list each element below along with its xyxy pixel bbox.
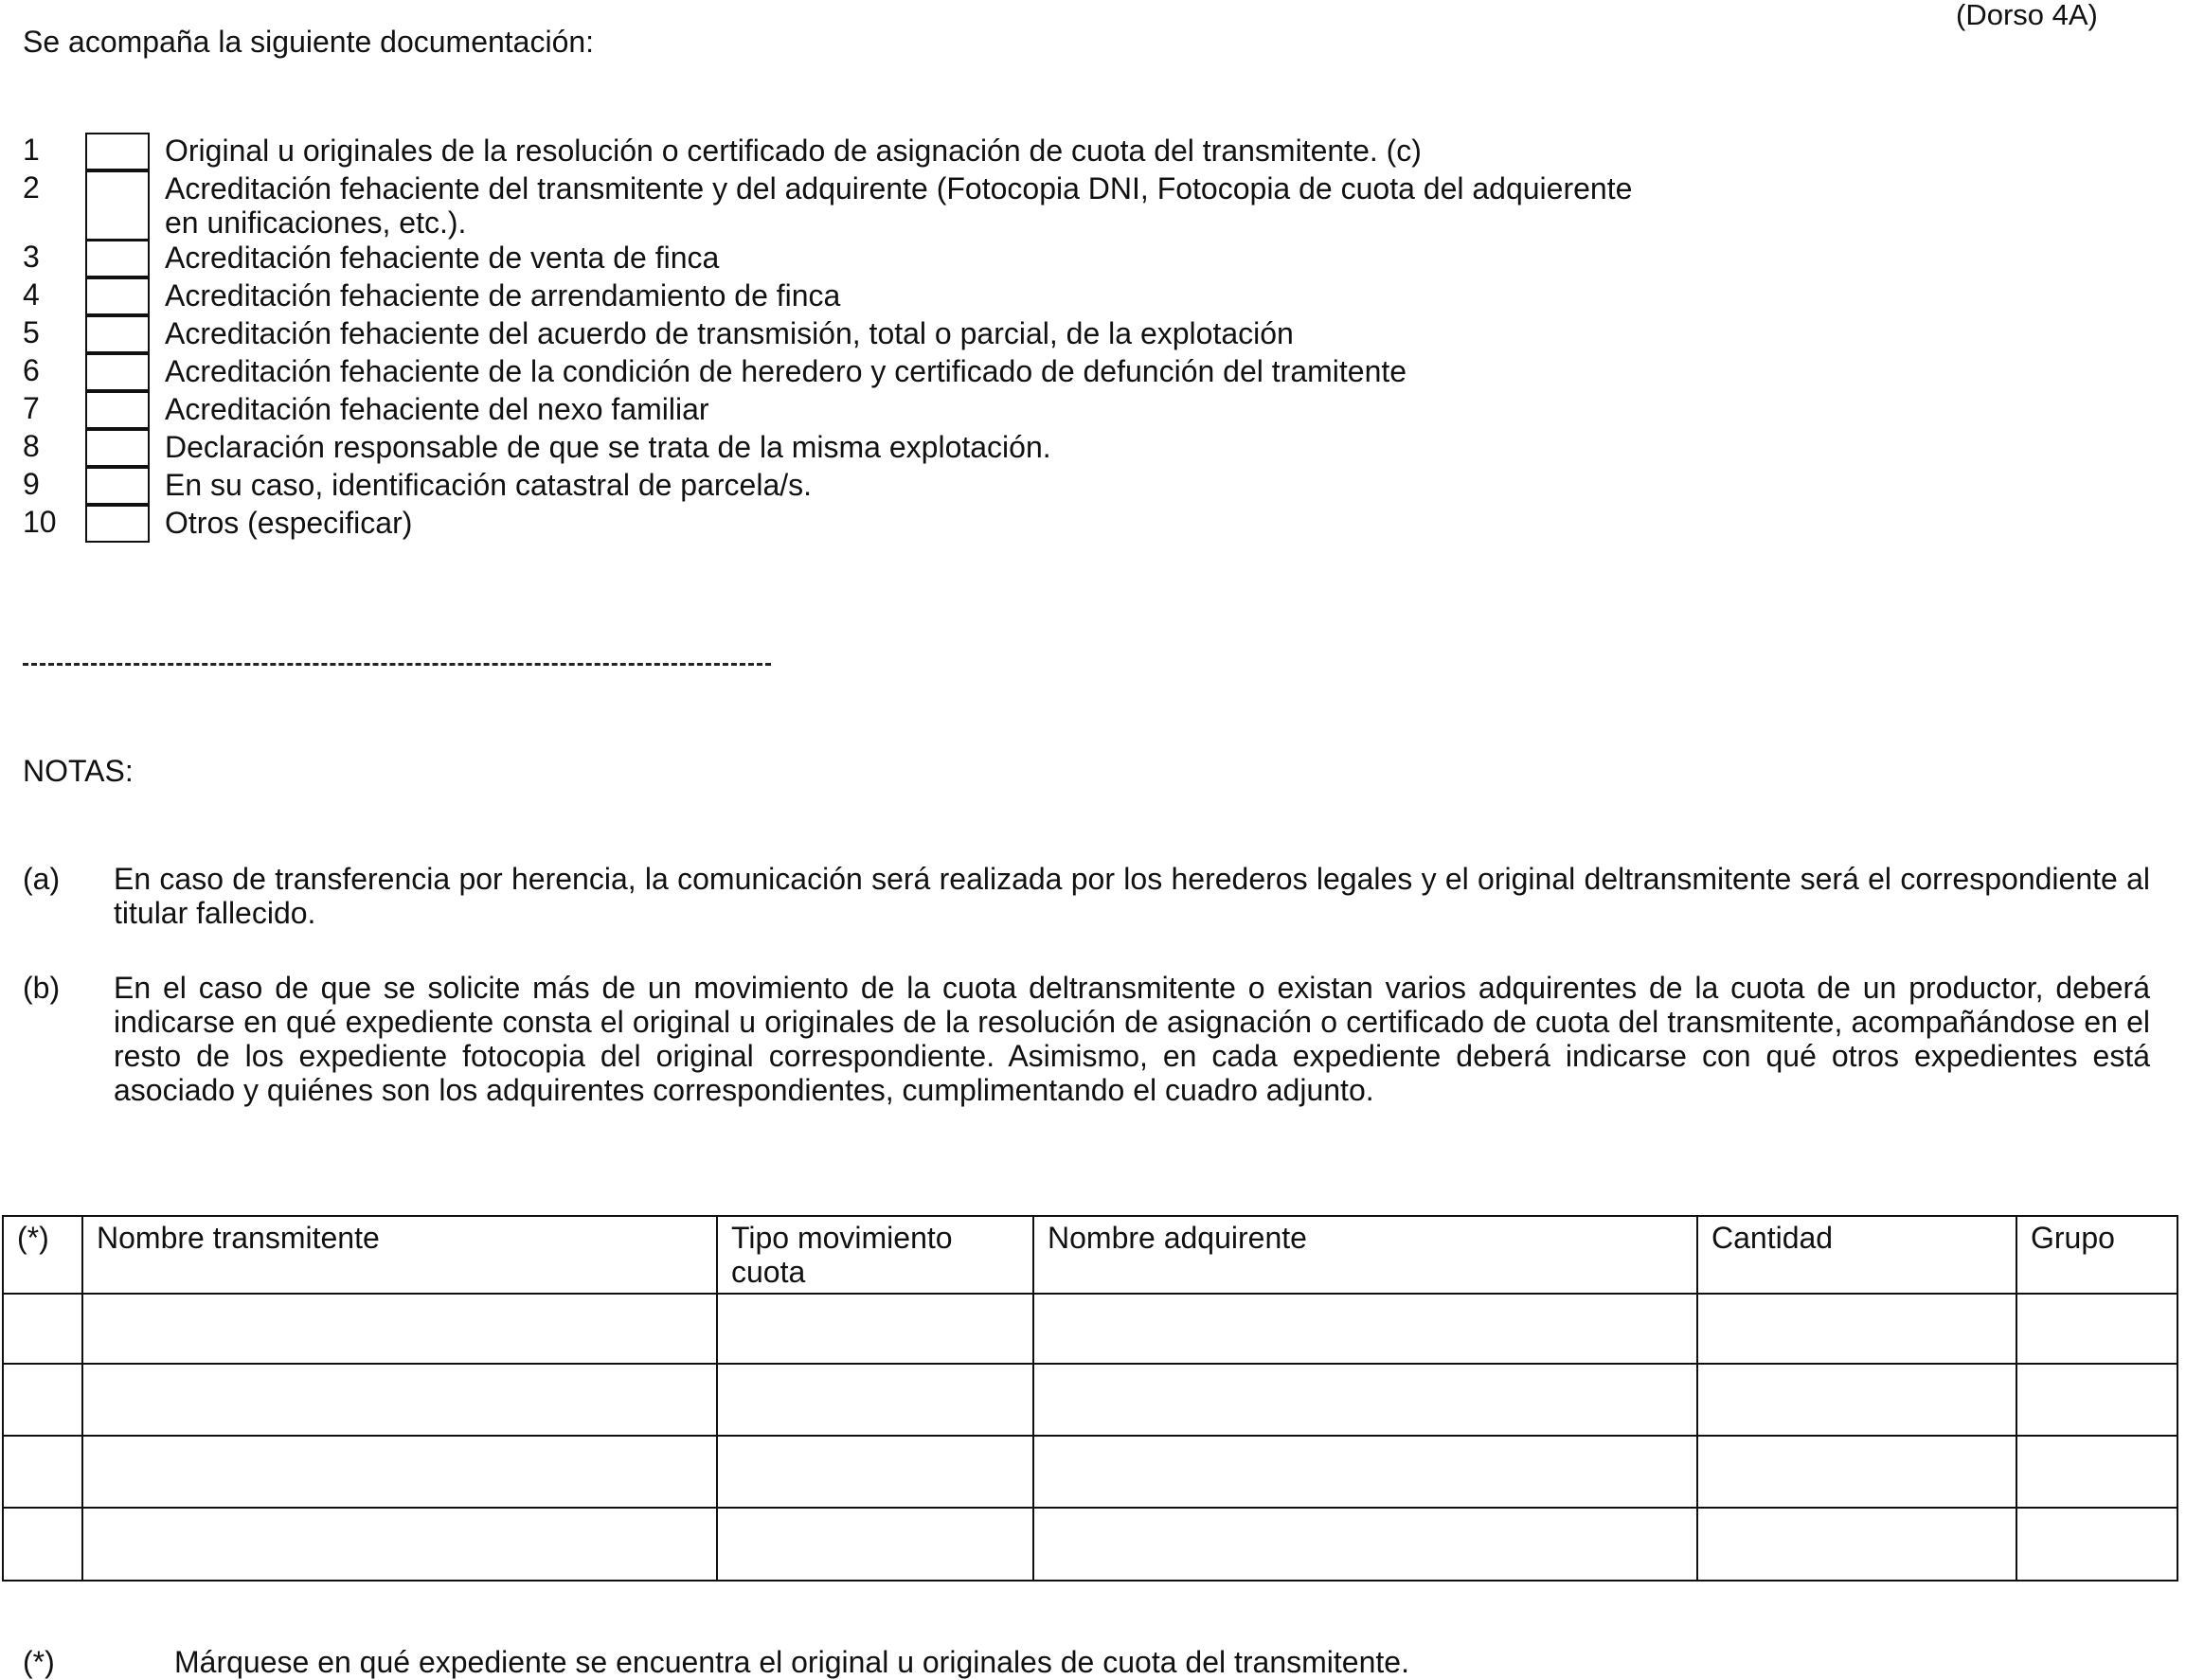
table-cell[interactable] (1697, 1294, 2016, 1364)
table-cell[interactable] (3, 1508, 82, 1581)
column-header: Nombre transmitente (82, 1216, 717, 1294)
table-cell[interactable] (82, 1508, 717, 1581)
doc-text: Acreditación fehaciente de la condición de heredero y certificado de defunción del tramitente (165, 354, 1407, 388)
doc-text: Otros (especificar) (165, 506, 413, 540)
doc-text: Acreditación fehaciente del transmitente y del adquirente (Fotocopia DNI, Fotocopia de cuota del adquierente (165, 171, 1633, 206)
table-row (3, 1436, 2177, 1508)
page-corner-label: (Dorso 4A) (1956, 0, 2098, 31)
doc-number: 6 (23, 353, 40, 387)
doc-text: Acreditación fehaciente de venta de finca (165, 241, 720, 275)
table-cell[interactable] (2016, 1294, 2177, 1364)
associated-files-table (2, 1215, 2178, 1582)
doc-number: 4 (23, 277, 40, 312)
doc-checkbox[interactable] (85, 353, 150, 391)
note-label: (b) (23, 971, 61, 1005)
table-cell[interactable] (717, 1436, 1033, 1508)
table-cell[interactable] (1033, 1436, 1697, 1508)
doc-checkbox[interactable] (85, 467, 150, 505)
intro-text: Se acompaña la siguiente documentación: (23, 25, 595, 59)
doc-text: Acreditación fehaciente del acuerdo de transmisión, total o parcial, de la explotación (165, 316, 1294, 350)
table-cell[interactable] (82, 1364, 717, 1436)
table-cell[interactable] (717, 1294, 1033, 1364)
table-cell[interactable] (1033, 1508, 1697, 1581)
doc-number: 9 (23, 467, 40, 501)
doc-number: 3 (23, 240, 40, 274)
table-cell[interactable] (1033, 1364, 1697, 1436)
note-body: En caso de transferencia por herencia, la comunicación será realizada por los herederos legales y el original deltransmitente será el correspondiente al titular fallecido. (114, 862, 2150, 930)
doc-checkbox[interactable] (85, 240, 150, 277)
column-header: Cantidad (1697, 1216, 2016, 1294)
doc-checkbox[interactable] (85, 133, 150, 170)
footnote-text: Márquese en qué expediente se encuentra el original u originales de cuota del transmitente. (174, 1645, 1409, 1679)
doc-number: 1 (23, 133, 40, 167)
doc-text: Original u originales de la resolución o certificado de asignación de cuota del transmitente. (c) (165, 134, 1422, 168)
doc-number: 2 (23, 170, 40, 205)
doc-checkbox[interactable] (85, 170, 150, 241)
doc-checkbox[interactable] (85, 391, 150, 429)
table-cell[interactable] (1033, 1294, 1697, 1364)
dashed-separator (23, 663, 771, 666)
table-cell[interactable] (3, 1364, 82, 1436)
table-row (3, 1294, 2177, 1364)
notes-heading: NOTAS: (23, 754, 134, 788)
table-cell[interactable] (1697, 1436, 2016, 1508)
column-header: Tipo movimiento cuota (717, 1216, 1033, 1294)
table-row (3, 1508, 2177, 1581)
column-header: Nombre adquirente (1033, 1216, 1697, 1294)
doc-text: Acreditación fehaciente del nexo familiar (165, 392, 709, 426)
doc-text: Declaración responsable de que se trata de la misma explotación. (165, 430, 1051, 464)
footnote-mark: (*) (23, 1645, 55, 1679)
doc-number: 5 (23, 315, 40, 349)
doc-checkbox[interactable] (85, 429, 150, 467)
doc-checkbox[interactable] (85, 315, 150, 353)
table-cell[interactable] (3, 1436, 82, 1508)
table-cell[interactable] (1697, 1364, 2016, 1436)
table-cell[interactable] (3, 1294, 82, 1364)
doc-number: 7 (23, 391, 40, 425)
table-cell[interactable] (1697, 1508, 2016, 1581)
table-cell[interactable] (2016, 1508, 2177, 1581)
doc-number: 8 (23, 429, 40, 463)
column-header: Grupo (2016, 1216, 2177, 1294)
doc-number: 10 (23, 505, 57, 539)
table-cell[interactable] (82, 1436, 717, 1508)
table-header-row (3, 1216, 2177, 1294)
column-header: (*) (3, 1216, 82, 1294)
table-cell[interactable] (82, 1294, 717, 1364)
doc-text: Acreditación fehaciente de arrendamiento de finca (165, 278, 841, 313)
table-cell[interactable] (2016, 1436, 2177, 1508)
table-cell[interactable] (717, 1508, 1033, 1581)
doc-checkbox[interactable] (85, 505, 150, 543)
doc-checkbox[interactable] (85, 277, 150, 315)
table-cell[interactable] (2016, 1364, 2177, 1436)
doc-text: En su caso, identificación catastral de parcela/s. (165, 468, 813, 502)
doc-text-continued: en unificaciones, etc.). (165, 206, 467, 240)
table-cell[interactable] (717, 1364, 1033, 1436)
table-row (3, 1364, 2177, 1436)
note-body: En el caso de que se solicite más de un movimiento de la cuota deltransmitente o existan varios adquirentes de la cuota de un productor, deberá indicarse en qué expediente consta el original u originales de la resolución de asignación o certificado de cuota del transmitente, acompañándose en el resto de los expediente fotocopia del original correspondiente. Asimismo, en cada expediente deberá indicarse con qué otros expedientes está asociado y quiénes son los adquirentes correspondientes, cumplimentando el cuadro adjunto. (114, 971, 2150, 1107)
note-label: (a) (23, 862, 61, 896)
